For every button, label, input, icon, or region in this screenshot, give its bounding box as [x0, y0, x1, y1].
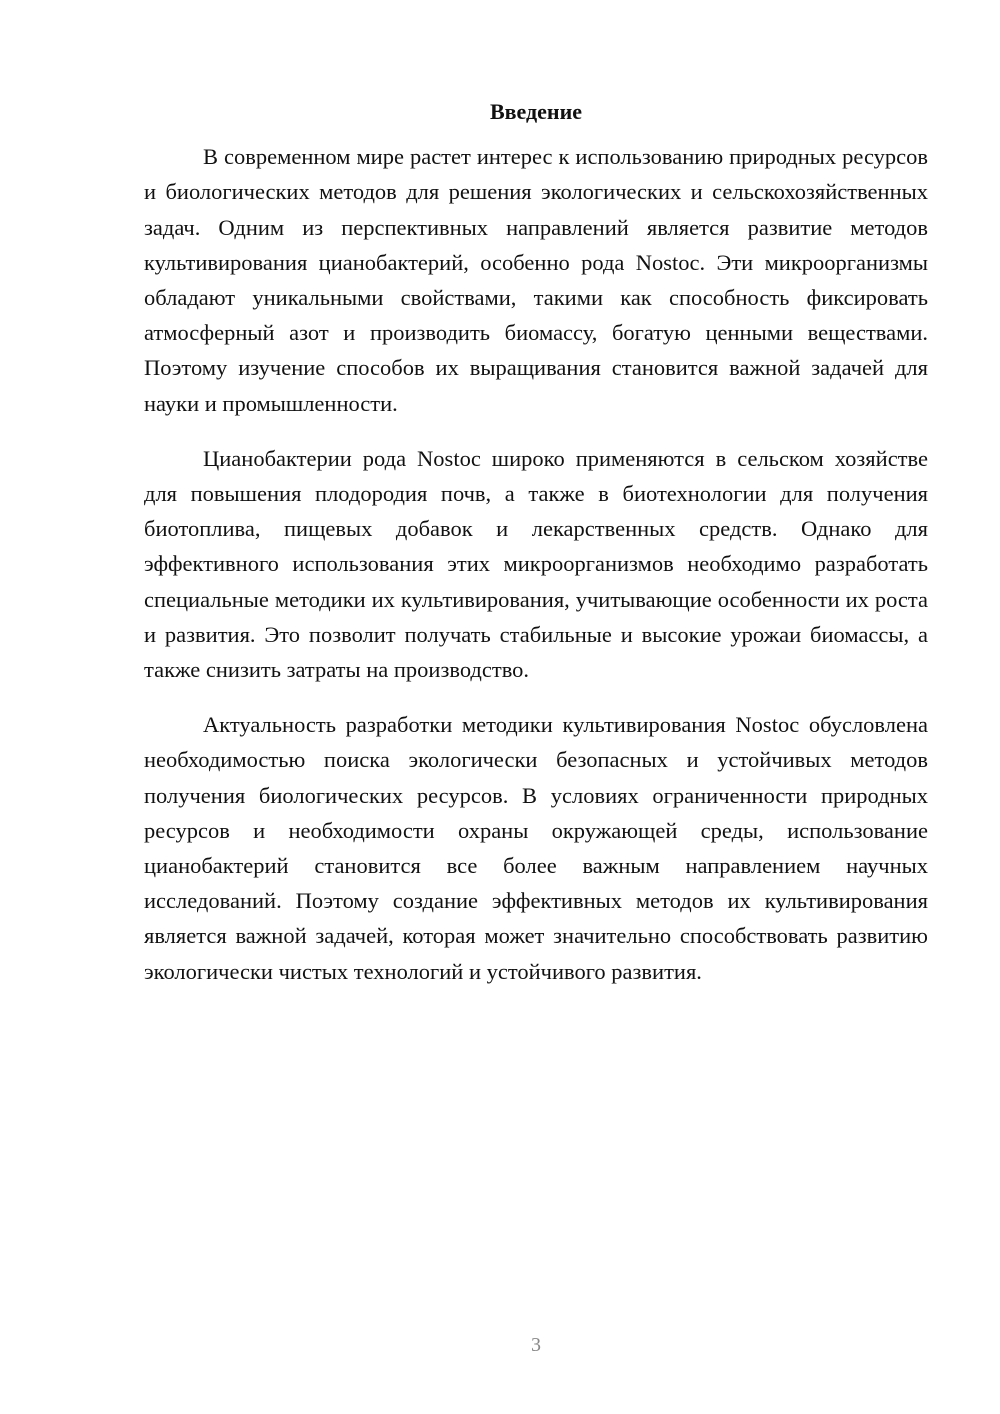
- paragraph-3: Актуальность разработки методики культивирования Nostoc обусловлена необходимостью поиска экологически безопасных и устойчивых методов получения биологических ресурсов. В условиях ограниченности природных ресурсов и необходимости охраны окружающей среды, использование цианобактерий становится все более важным направлением научных исследований. Поэтому создание эффективных методов их культивирования является важной задачей, которая может значительно способствовать развитию экологически чистых технологий и устойчивого развития.: [144, 712, 928, 984]
- section-title: Введение: [489, 99, 583, 124]
- paragraph-1: В современном мире растет интерес к использованию природных ресурсов и биологических методов для решения экологических и сельскохозяйственных задач. Одним из перспективных направлений является развитие методов культивирования цианобактерий, особенно рода Nostoc. Эти микроорганизмы обладают уникальными свойствами, такими как способность фиксировать атмосферный азот и производить биомассу, богатую ценными веществами. Поэтому изучение способов их выращивания становится важной задачей для науки и промышленности.: [144, 144, 928, 416]
- page-number: 3: [531, 1334, 541, 1356]
- page-content: [144, 94, 928, 1009]
- paragraph-2: Цианобактерии рода Nostoc широко применяются в сельском хозяйстве для повышения плодородия почв, а также в биотехнологии для получения биотоплива, пищевых добавок и лекарственных средств. Однако для эффективного использования этих микроорганизмов необходимо разработать специальные методики их культивирования, учитывающие особенности их роста и развития. Это позволит получать стабильные и высокие урожаи биомассы, а также снизить затраты на производство.: [144, 445, 928, 683]
